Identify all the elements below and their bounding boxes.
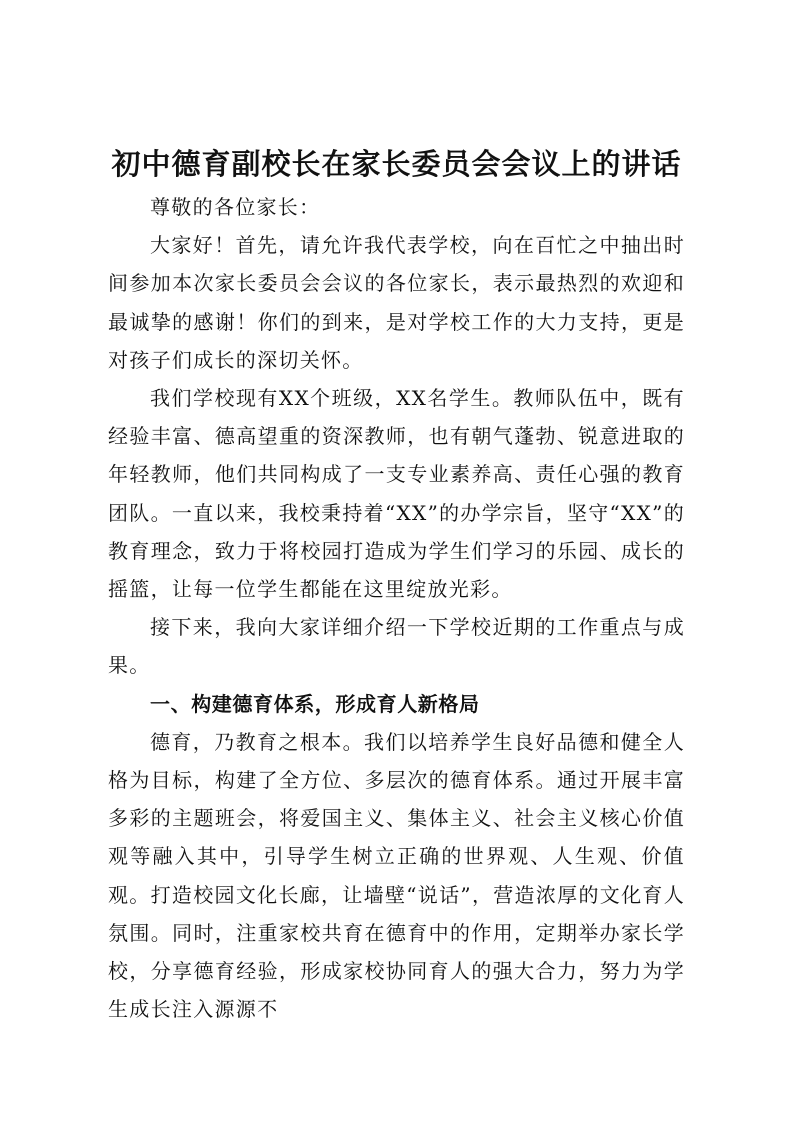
salutation: 尊敬的各位家长： [150,195,321,219]
document-title: 初中德育副校长在家长委员会会议上的讲话 [111,147,682,181]
paragraph-transition: 接下来，我向大家详细介绍一下学校近期的工作重点与成果。 [108,615,685,678]
section-heading-1: 一、构建德育体系，形成育人新格局 [150,691,480,716]
paragraph-welcome: 大家好！首先，请允许我代表学校，向在百忙之中抽出时间参加本次家长委员会会议的各位家长，表示最热烈的欢迎和最诚挚的感谢！你们的到来，是对学校工作的大力支持，更是对孩子们成长的深切关怀。 [108,233,685,372]
document-body [108,188,685,1028]
paragraph-moral-education: 德育，乃教育之根本。我们以培养学生良好品德和健全人格为目标，构建了全方位、多层次的德育体系。通过开展丰富多彩的主题班会，将爱国主义、集体主义、社会主义核心价值观等融入其中，引导学生树立正确的世界观、人生观、价值观。打造校园文化长廊，让墙壁“说话”，营造浓厚的文化育人氛围。同时，注重家校共育在德育中的作用，定期举办家长学校，分享德育经验，形成家校协同育人的强大合力，努力为学生成长注入源源不 [108,729,685,1022]
paragraph-school-overview: 我们学校现有XX个班级，XX名学生。教师队伍中，既有经验丰富、德高望重的资深教师，也有朝气蓬勃、锐意进取的年轻教师，他们共同构成了一支专业素养高、责任心强的教育团队。一直以来，我校秉持着“XX”的办学宗旨，坚守“XX”的教育理念，致力于将校园打造成为学生们学习的乐园、成长的摇篮，让每一位学生都能在这里绽放光彩。 [108,386,685,602]
